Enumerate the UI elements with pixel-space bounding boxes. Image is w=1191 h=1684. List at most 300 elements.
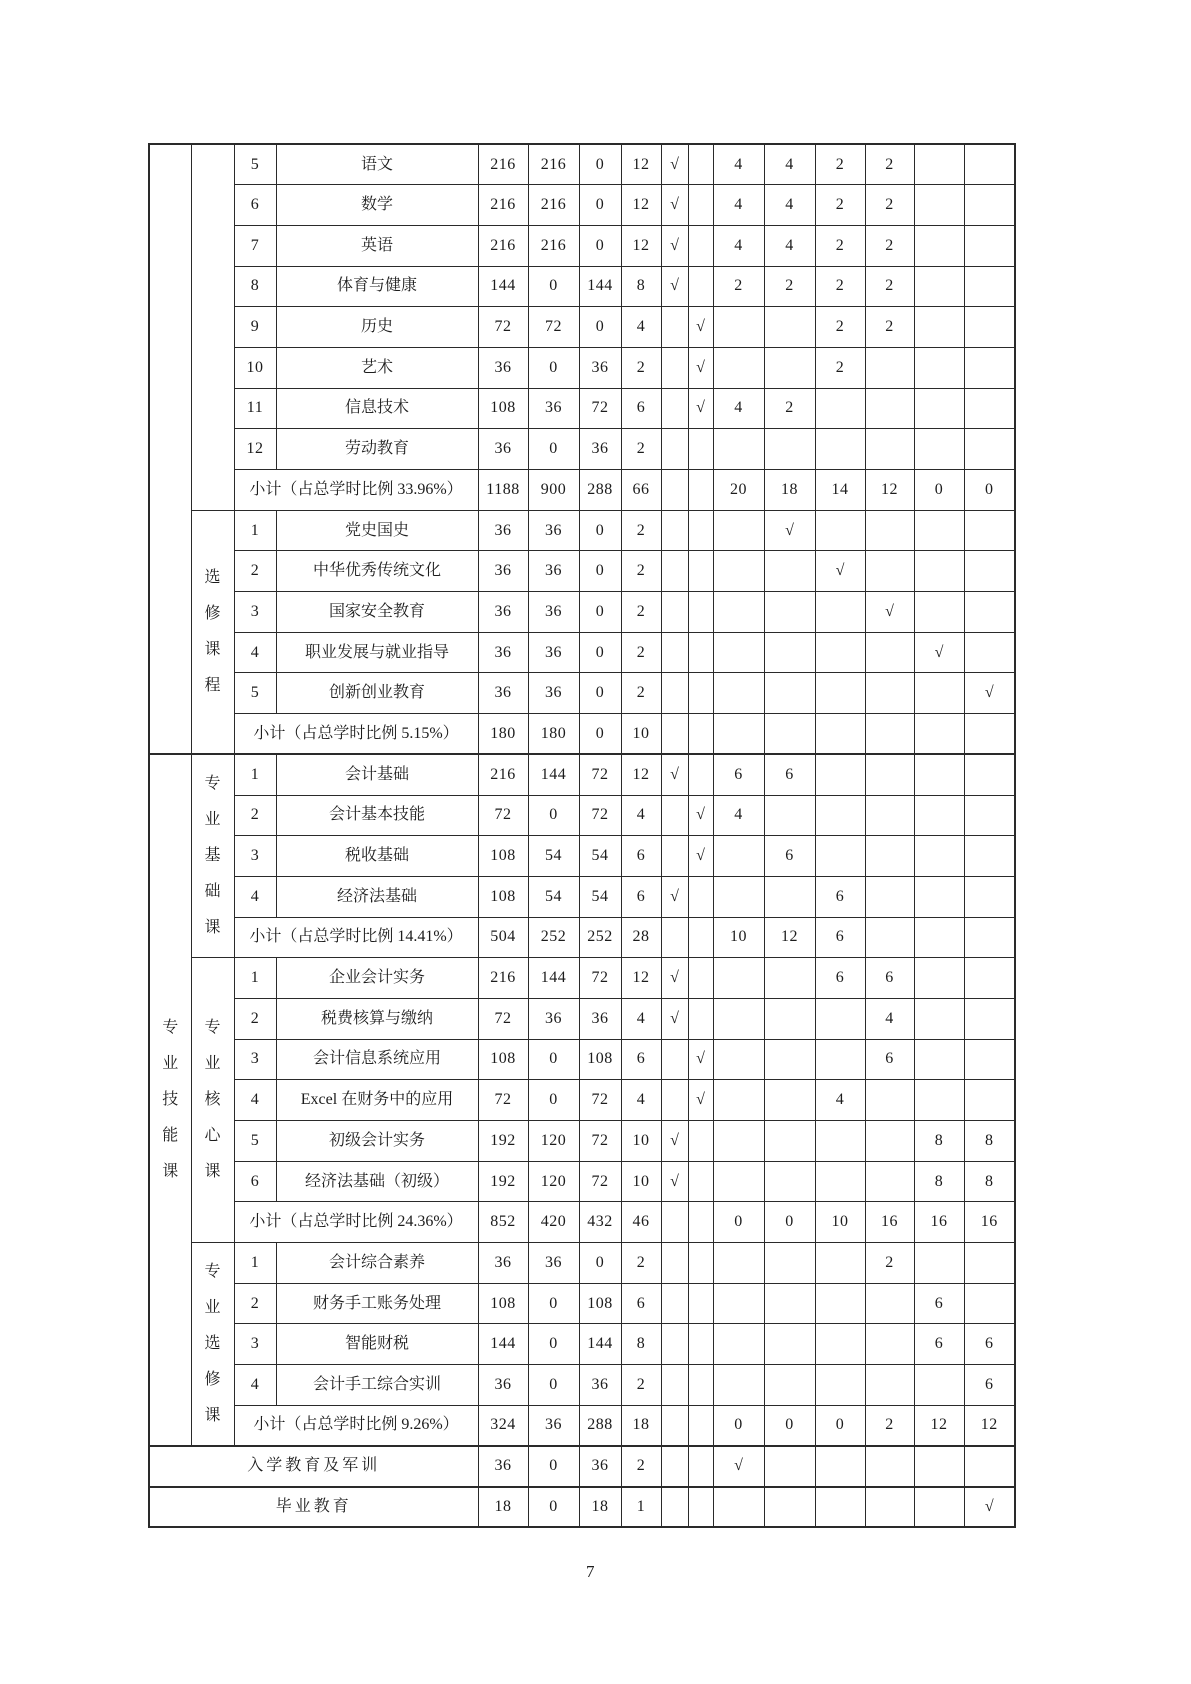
sem-4-cell [865,1487,914,1528]
sem-2-cell [764,592,815,633]
sem-3-cell [815,795,865,836]
exam-check-cell [661,1365,688,1406]
course-row [149,795,1015,836]
practice-hours-cell: 0 [579,673,621,714]
theory-hours-cell: 0 [528,1487,579,1528]
sem-2-cell: 0 [764,1405,815,1446]
theory-hours-cell: 36 [528,551,579,592]
practice-hours-cell: 36 [579,998,621,1039]
sem-1-cell: 10 [713,917,764,958]
theory-hours-cell: 252 [528,917,579,958]
sem-6-cell [964,429,1015,470]
sem-3-cell [815,632,865,673]
course-row [149,144,1015,185]
practice-hours-cell: 0 [579,551,621,592]
assess-check-cell [688,714,713,755]
theory-hours-cell: 54 [528,876,579,917]
assess-check-cell [688,673,713,714]
credits-cell: 12 [621,185,661,226]
subtotal-row [149,1202,1015,1243]
sem-2-cell [764,714,815,755]
sem-3-cell [815,1121,865,1162]
graduation-education-row [149,1487,1015,1528]
total-hours-cell: 504 [478,917,528,958]
practice-hours-cell: 18 [579,1487,621,1528]
course-name-cell: 语文 [276,144,478,185]
total-hours-cell: 216 [478,754,528,795]
exam-check-cell [661,470,688,511]
course-name-cell: 职业发展与就业指导 [276,632,478,673]
course-no-cell: 1 [234,754,276,795]
assess-check-cell [688,958,713,999]
exam-check-cell [661,1243,688,1284]
exam-check-cell [661,1405,688,1446]
enrollment-education-row [149,1446,1015,1487]
vertical-label-char: 课 [204,1407,221,1425]
credits-cell: 6 [621,1039,661,1080]
sem-4-cell [865,1446,914,1487]
exam-check-cell [661,1202,688,1243]
vertical-label-char: 能 [162,1127,179,1145]
subtotal-row [149,470,1015,511]
sem-4-cell: 16 [865,1202,914,1243]
sem-6-cell [964,266,1015,307]
sem-2-cell [764,876,815,917]
exam-check-cell [661,510,688,551]
sem-5-cell [914,429,964,470]
practice-hours-cell: 108 [579,1283,621,1324]
sem-6-cell [964,185,1015,226]
sem-3-cell: 2 [815,225,865,266]
vertical-label-char: 业 [204,811,221,829]
sem-4-cell: 2 [865,185,914,226]
course-row [149,510,1015,551]
sem-5-cell: 16 [914,1202,964,1243]
sem-5-cell [914,917,964,958]
course-name-cell: 会计基础 [276,754,478,795]
theory-hours-cell: 0 [528,1324,579,1365]
sem-1-cell [713,632,764,673]
sem-5-cell [914,673,964,714]
sem-6-cell: 6 [964,1324,1015,1365]
sem-2-cell: 0 [764,1202,815,1243]
vertical-label-char: 专 [162,1019,179,1037]
course-name-cell: 会计信息系统应用 [276,1039,478,1080]
sem-3-cell: 6 [815,917,865,958]
sem-5-cell [914,836,964,877]
practice-hours-cell: 36 [579,429,621,470]
assess-check-cell [688,429,713,470]
exam-check-cell: √ [661,144,688,185]
sem-4-cell: 2 [865,1243,914,1284]
course-no-cell: 2 [234,795,276,836]
sem-2-cell: 6 [764,754,815,795]
course-no-cell: 4 [234,1080,276,1121]
theory-hours-cell: 36 [528,510,579,551]
theory-hours-cell: 0 [528,1446,579,1487]
sem-5-cell: 12 [914,1405,964,1446]
sem-6-cell [964,998,1015,1039]
sem-2-cell: 4 [764,185,815,226]
sem-5-cell [914,795,964,836]
sem-3-cell [815,429,865,470]
theory-hours-cell: 0 [528,795,579,836]
sem-4-cell: 12 [865,470,914,511]
sem-3-cell [815,1039,865,1080]
assess-check-cell [688,917,713,958]
vertical-label-char: 业 [204,1055,221,1073]
subcategory-cell [191,958,234,1243]
sem-4-cell [865,388,914,429]
assess-check-cell [688,592,713,633]
exam-check-cell [661,795,688,836]
credits-cell: 2 [621,510,661,551]
total-hours-cell: 852 [478,1202,528,1243]
course-row [149,836,1015,877]
sem-5-cell [914,551,964,592]
sem-4-cell: 2 [865,144,914,185]
exam-check-cell [661,714,688,755]
practice-hours-cell: 0 [579,714,621,755]
course-name-cell: 财务手工账务处理 [276,1283,478,1324]
course-name-cell: 体育与健康 [276,266,478,307]
sem-5-cell [914,592,964,633]
sem-5-cell: 0 [914,470,964,511]
subcategory-cell [191,1243,234,1446]
credits-cell: 2 [621,592,661,633]
vertical-label-char: 技 [162,1091,179,1109]
assess-check-cell: √ [688,388,713,429]
sem-5-cell: √ [914,632,964,673]
sem-1-cell: 4 [713,795,764,836]
sem-6-cell [964,876,1015,917]
theory-hours-cell: 0 [528,1283,579,1324]
vertical-label-char: 课 [204,641,221,658]
sem-1-cell [713,958,764,999]
subtotal-row [149,714,1015,755]
sem-1-cell [713,1365,764,1406]
assess-check-cell [688,1446,713,1487]
sem-5-cell [914,1243,964,1284]
total-hours-cell: 192 [478,1121,528,1162]
sem-1-cell [713,1161,764,1202]
credits-cell: 2 [621,551,661,592]
exam-check-cell [661,917,688,958]
exam-check-cell [661,1324,688,1365]
sem-3-cell: 2 [815,347,865,388]
vertical-label-char: 业 [162,1055,179,1073]
sem-5-cell [914,1487,964,1528]
course-row [149,754,1015,795]
sem-4-cell [865,1080,914,1121]
sem-4-cell: 2 [865,266,914,307]
credits-cell: 2 [621,632,661,673]
vertical-label-char: 心 [204,1127,221,1145]
course-name-cell: 党史国史 [276,510,478,551]
sem-2-cell: 2 [764,388,815,429]
practice-hours-cell: 144 [579,266,621,307]
course-name-cell: 税收基础 [276,836,478,877]
course-row [149,876,1015,917]
sem-2-cell [764,1080,815,1121]
course-no-cell: 3 [234,1324,276,1365]
vertical-label-char: 课 [204,1163,221,1181]
exam-check-cell: √ [661,185,688,226]
sem-5-cell [914,1446,964,1487]
vertical-label-char: 程 [204,677,221,694]
subtotal-label-cell: 小计（占总学时比例 24.36%） [234,1202,478,1243]
vertical-label-char: 专 [204,775,221,793]
sem-5-cell [914,1365,964,1406]
course-name-cell: 会计基本技能 [276,795,478,836]
sem-1-cell [713,836,764,877]
practice-hours-cell: 0 [579,632,621,673]
credits-cell: 66 [621,470,661,511]
course-no-cell: 10 [234,347,276,388]
course-name-cell: Excel 在财务中的应用 [276,1080,478,1121]
assess-check-cell [688,144,713,185]
assess-check-cell [688,266,713,307]
sem-2-cell [764,632,815,673]
sem-1-cell [713,510,764,551]
sem-6-cell [964,958,1015,999]
practice-hours-cell: 0 [579,510,621,551]
theory-hours-cell: 36 [528,632,579,673]
practice-hours-cell: 252 [579,917,621,958]
theory-hours-cell: 120 [528,1161,579,1202]
sem-1-cell: 20 [713,470,764,511]
course-row [149,998,1015,1039]
sem-1-cell: 4 [713,225,764,266]
course-no-cell: 3 [234,1039,276,1080]
sem-3-cell [815,1487,865,1528]
course-no-cell: 6 [234,185,276,226]
assess-check-cell [688,1243,713,1284]
vertical-label-char: 基 [204,847,221,865]
subtotal-label-cell: 小计（占总学时比例 33.96%） [234,470,478,511]
subtotal-label-cell: 小计（占总学时比例 9.26%） [234,1405,478,1446]
sem-3-cell [815,1243,865,1284]
course-name-cell: 国家安全教育 [276,592,478,633]
exam-check-cell: √ [661,1161,688,1202]
exam-check-cell [661,551,688,592]
assess-check-cell [688,470,713,511]
sem-2-cell [764,1446,815,1487]
assess-check-cell [688,1283,713,1324]
course-no-cell: 4 [234,632,276,673]
sem-6-cell [964,1243,1015,1284]
sem-3-cell: 10 [815,1202,865,1243]
credits-cell: 6 [621,876,661,917]
sem-5-cell [914,1080,964,1121]
page-number: 7 [586,1562,595,1581]
course-name-cell: 会计手工综合实训 [276,1365,478,1406]
exam-check-cell [661,1039,688,1080]
exam-check-cell: √ [661,998,688,1039]
vertical-label-char: 选 [204,1335,221,1353]
assess-check-cell [688,1487,713,1528]
practice-hours-cell: 0 [579,185,621,226]
sem-5-cell [914,225,964,266]
assess-check-cell [688,510,713,551]
sem-5-cell [914,347,964,388]
sem-3-cell [815,1446,865,1487]
total-hours-cell: 36 [478,1365,528,1406]
vertical-label-char: 专 [204,1019,221,1037]
sem-4-cell [865,429,914,470]
assess-check-cell [688,1405,713,1446]
practice-hours-cell: 0 [579,225,621,266]
theory-hours-cell: 120 [528,1121,579,1162]
practice-hours-cell: 36 [579,1446,621,1487]
credits-cell: 12 [621,225,661,266]
theory-hours-cell: 0 [528,347,579,388]
exam-check-cell [661,1283,688,1324]
sem-1-cell [713,1283,764,1324]
credits-cell: 8 [621,266,661,307]
total-hours-cell: 144 [478,1324,528,1365]
total-hours-cell: 1188 [478,470,528,511]
course-row [149,632,1015,673]
sem-6-cell [964,836,1015,877]
course-no-cell: 12 [234,429,276,470]
sem-4-cell [865,917,914,958]
sem-1-cell: 4 [713,185,764,226]
sem-6-cell [964,754,1015,795]
sem-1-cell: 0 [713,1202,764,1243]
sem-5-cell [914,388,964,429]
course-no-cell: 11 [234,388,276,429]
total-hours-cell: 36 [478,551,528,592]
course-name-cell: 数学 [276,185,478,226]
credits-cell: 4 [621,795,661,836]
sem-4-cell [865,1324,914,1365]
exam-check-cell: √ [661,958,688,999]
credits-cell: 10 [621,1121,661,1162]
theory-hours-cell: 0 [528,1039,579,1080]
assess-check-cell [688,998,713,1039]
credits-cell: 8 [621,1324,661,1365]
sem-4-cell [865,551,914,592]
sem-2-cell [764,1243,815,1284]
credits-cell: 4 [621,1080,661,1121]
course-name-cell: 劳动教育 [276,429,478,470]
course-no-cell: 5 [234,1121,276,1162]
course-no-cell: 1 [234,510,276,551]
course-no-cell: 3 [234,836,276,877]
sem-2-cell [764,958,815,999]
course-name-cell: 税费核算与缴纳 [276,998,478,1039]
sem-2-cell [764,1039,815,1080]
exam-check-cell [661,632,688,673]
sem-3-cell [815,714,865,755]
theory-hours-cell: 0 [528,429,579,470]
sem-3-cell [815,836,865,877]
credits-cell: 12 [621,958,661,999]
sem-3-cell: 14 [815,470,865,511]
course-name-cell: 信息技术 [276,388,478,429]
sem-6-cell: √ [964,1487,1015,1528]
sem-5-cell: 8 [914,1121,964,1162]
total-hours-cell: 36 [478,510,528,551]
course-name-cell: 创新创业教育 [276,673,478,714]
exam-check-cell: √ [661,876,688,917]
sem-4-cell [865,1121,914,1162]
credits-cell: 4 [621,998,661,1039]
sem-4-cell [865,510,914,551]
total-hours-cell: 108 [478,1283,528,1324]
exam-check-cell: √ [661,754,688,795]
credits-cell: 6 [621,388,661,429]
vertical-label-char: 课 [204,919,221,937]
assess-check-cell [688,632,713,673]
sem-3-cell [815,754,865,795]
theory-hours-cell: 0 [528,266,579,307]
sem-4-cell [865,754,914,795]
vertical-label-char: 础 [204,883,221,901]
course-row [149,1039,1015,1080]
exam-check-cell [661,1446,688,1487]
total-hours-cell: 108 [478,876,528,917]
sem-6-cell [964,510,1015,551]
sem-2-cell [764,551,815,592]
assess-check-cell [688,754,713,795]
sem-6-cell [964,1446,1015,1487]
practice-hours-cell: 288 [579,1405,621,1446]
exam-check-cell [661,1487,688,1528]
sem-4-cell: 2 [865,1405,914,1446]
practice-hours-cell: 72 [579,1121,621,1162]
sem-5-cell [914,754,964,795]
sem-2-cell: 12 [764,917,815,958]
sem-1-cell [713,592,764,633]
course-row [149,1161,1015,1202]
course-row [149,429,1015,470]
sem-3-cell [815,1283,865,1324]
credits-cell: 1 [621,1487,661,1528]
course-no-cell: 2 [234,998,276,1039]
credits-cell: 2 [621,429,661,470]
sem-2-cell: √ [764,510,815,551]
sem-4-cell [865,1161,914,1202]
credits-cell: 10 [621,714,661,755]
credits-cell: 46 [621,1202,661,1243]
course-no-cell: 1 [234,958,276,999]
exam-check-cell: √ [661,266,688,307]
sem-1-cell: 0 [713,1405,764,1446]
sem-3-cell: √ [815,551,865,592]
sem-3-cell: 6 [815,876,865,917]
total-hours-cell: 72 [478,795,528,836]
credits-cell: 6 [621,1283,661,1324]
practice-hours-cell: 72 [579,1161,621,1202]
sem-3-cell [815,998,865,1039]
theory-hours-cell: 216 [528,144,579,185]
sem-3-cell [815,388,865,429]
subcategory-cell [191,144,234,510]
sem-4-cell [865,347,914,388]
course-no-cell: 2 [234,1283,276,1324]
credits-cell: 4 [621,307,661,348]
sem-4-cell [865,714,914,755]
sem-3-cell: 4 [815,1080,865,1121]
subtotal-row [149,917,1015,958]
sem-6-cell [964,917,1015,958]
total-hours-cell: 216 [478,185,528,226]
practice-hours-cell: 0 [579,1243,621,1284]
sem-3-cell: 2 [815,144,865,185]
sem-6-cell [964,1283,1015,1324]
